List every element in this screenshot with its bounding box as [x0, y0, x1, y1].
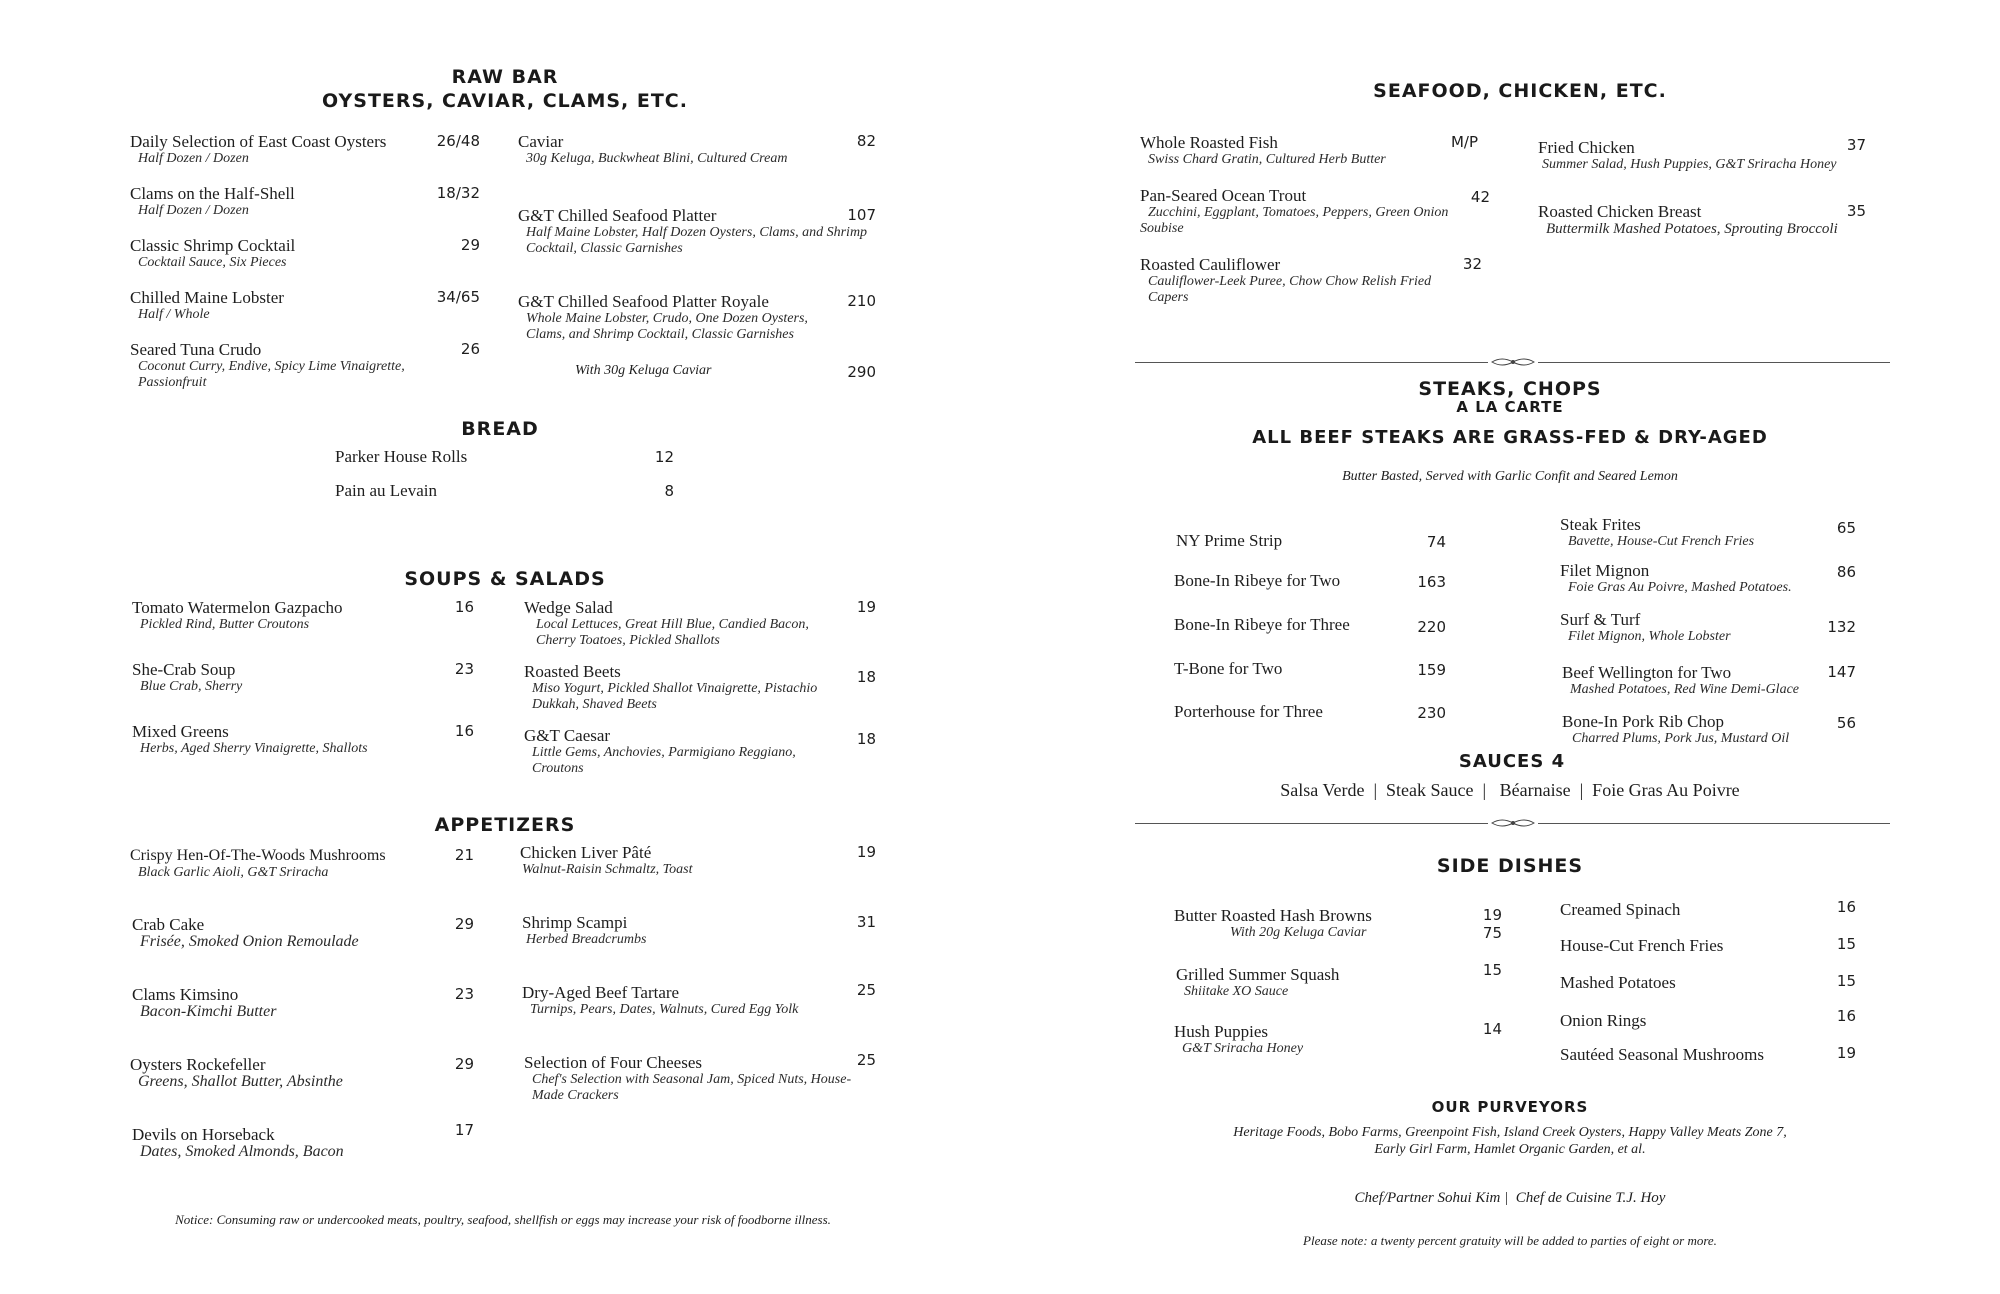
bread-item-price: 12 — [654, 448, 674, 466]
sides-title: SIDE DISHES — [1436, 855, 1584, 877]
side-item-price: 16 — [1836, 1007, 1856, 1025]
side-item-name: House-Cut French Fries — [1560, 936, 1724, 955]
menu-item: Whole Roasted Fish Swiss Chard Gratin, Cultured Herb Butter M/P — [1140, 133, 1478, 167]
menu-item: Pan-Seared Ocean Trout Zucchini, Eggplant, Tomatoes, Peppers, Green Onion Soubise 42 — [1140, 186, 1490, 236]
raw-bar-subtitle: OYSTERS, CAVIAR, CLAMS, ETC. — [322, 90, 688, 112]
steaks-subtitle: A LA CARTE — [1456, 398, 1564, 416]
menu-item: Clams on the Half-Shell Half Dozen / Dozen 18/32 — [130, 184, 480, 218]
soups-salads-title: SOUPS & SALADS — [404, 568, 606, 590]
notice: Notice: Consuming raw or undercooked meats, poultry, seafood, shellfish or eggs may increase your risk of foodborne illness. — [175, 1212, 831, 1227]
menu-item: Shrimp Scampi Herbed Breadcrumbs 31 — [522, 913, 876, 947]
menu-item: Roasted Beets Miso Yogurt, Pickled Shallot Vinaigrette, Pistachio Dukkah, Shaved Beets 18 — [524, 662, 876, 712]
menu-item: Mixed Greens Herbs, Aged Sherry Vinaigrette, Shallots 16 — [132, 722, 474, 756]
side-item-name: Onion Rings — [1560, 1011, 1647, 1030]
purveyors-line-2: Early Girl Farm, Hamlet Organic Garden, et al. — [1374, 1142, 1646, 1157]
steak-item-price: 159 — [1417, 661, 1446, 679]
menu-item: G&T Caesar Little Gems, Anchovies, Parmigiano Reggiano, Croutons 18 — [524, 726, 876, 776]
menu-item: Oysters Rockefeller Greens, Shallot Butter, Absinthe 29 — [130, 1055, 474, 1090]
menu-item: Clams Kimsino Bacon-Kimchi Butter 23 — [132, 985, 474, 1020]
menu-item: Daily Selection of East Coast Oysters Half Dozen / Dozen 26/48 — [130, 132, 480, 166]
steak-item-price: 74 — [1426, 533, 1446, 551]
menu-item: Steak Frites Bavette, House-Cut French Fries 65 — [1560, 515, 1856, 549]
royale-addon-desc: With 30g Keluga Caviar — [575, 363, 712, 378]
menu-item: Filet Mignon Foie Gras Au Poivre, Mashed Potatoes. 86 — [1560, 561, 1856, 595]
appetizers-title: APPETIZERS — [434, 814, 576, 836]
menu-item: Seared Tuna Crudo Coconut Curry, Endive, Spicy Lime Vinaigrette, Passionfruit 26 — [130, 340, 480, 390]
side-item-price: 15 — [1836, 935, 1856, 953]
side-item-price: 16 — [1836, 898, 1856, 916]
steak-item-name: NY Prime Strip — [1176, 531, 1283, 550]
steak-item-name: Bone-In Ribeye for Two — [1174, 571, 1341, 590]
divider-ornament-icon — [1488, 355, 1538, 369]
menu-item: Chilled Maine Lobster Half / Whole 34/65 — [130, 288, 480, 322]
menu-item: G&T Chilled Seafood Platter Half Maine Lobster, Half Dozen Oysters, Clams, and Shrimp Cocktail, Classic Garnishes 107 — [518, 206, 876, 256]
menu-item: Devils on Horseback Dates, Smoked Almonds, Bacon 17 — [132, 1121, 474, 1160]
side-item-price: 15 — [1836, 972, 1856, 990]
steak-item-price: 220 — [1417, 618, 1446, 636]
menu-item: Grilled Summer Squash Shiitake XO Sauce 15 — [1176, 961, 1502, 999]
menu-item: Wedge Salad Local Lettuces, Great Hill Blue, Candied Bacon, Cherry Toatoes, Pickled Shallots 19 — [524, 598, 876, 648]
menu-item: Selection of Four Cheeses Chef's Selection with Seasonal Jam, Spiced Nuts, House-Made Crackers 25 — [524, 1051, 876, 1103]
menu-item: Caviar 30g Keluga, Buckwheat Blini, Cultured Cream 82 — [518, 132, 876, 166]
side-item-name: Mashed Potatoes — [1560, 973, 1676, 992]
sauces-list: Salsa Verde | Steak Sauce | Béarnaise | Foie Gras Au Poivre — [1280, 780, 1740, 800]
menu-item: Dry-Aged Beef Tartare Turnips, Pears, Dates, Walnuts, Cured Egg Yolk 25 — [522, 981, 876, 1017]
menu-item: She-Crab Soup Blue Crab, Sherry 23 — [132, 660, 474, 694]
bread-item-name: Pain au Levain — [335, 481, 437, 500]
side-item-name: Creamed Spinach — [1560, 900, 1681, 919]
steaks-title: STEAKS, CHOPS — [1418, 378, 1602, 400]
menu-item: Bone-In Pork Rib Chop Charred Plums, Pork Jus, Mustard Oil 56 — [1562, 712, 1856, 746]
menu-item: Crispy Hen-Of-The-Woods Mushrooms Black Garlic Aioli, G&T Sriracha 21 — [130, 846, 474, 880]
steak-item-price: 230 — [1417, 704, 1446, 722]
purveyors-title: OUR PURVEYORS — [1431, 1098, 1589, 1116]
steak-item-price: 163 — [1417, 573, 1446, 591]
chefs-credit: Chef/Partner Sohui Kim | Chef de Cuisine T.J. Hoy — [1354, 1190, 1666, 1206]
menu-item: Beef Wellington for Two Mashed Potatoes, Red Wine Demi-Glace 147 — [1562, 663, 1856, 697]
menu-item: Roasted Cauliflower Cauliflower-Leek Puree, Chow Chow Relish Fried Capers 32 — [1140, 255, 1482, 305]
menu-item: Crab Cake Frisée, Smoked Onion Remoulade 29 — [132, 915, 474, 950]
menu-item: Roasted Chicken Breast Buttermilk Mashed Potatoes, Sprouting Broccoli 35 — [1538, 202, 1866, 237]
gratuity-note: Please note: a twenty percent gratuity will be added to parties of eight or more. — [1303, 1233, 1717, 1248]
raw-bar-title: RAW BAR — [451, 66, 559, 88]
divider-ornament-icon — [1488, 816, 1538, 830]
bread-item-price: 8 — [664, 482, 674, 500]
royale-addon-price: 290 — [847, 363, 876, 381]
menu-item: G&T Chilled Seafood Platter Royale Whole Maine Lobster, Crudo, One Dozen Oysters, Clams, and Shrimp Cocktail, Classic Garnishes 210 — [518, 292, 876, 342]
menu-item: Butter Roasted Hash Browns With 20g Keluga Caviar 19 75 — [1174, 906, 1502, 942]
menu-item: Hush Puppies G&T Sriracha Honey 14 — [1174, 1020, 1502, 1056]
menu-item: Classic Shrimp Cocktail Cocktail Sauce, Six Pieces 29 — [130, 236, 480, 270]
menu-item: Chicken Liver Pâté Walnut-Raisin Schmaltz, Toast 19 — [520, 843, 876, 877]
menu-item: Fried Chicken Summer Salad, Hush Puppies, G&T Sriracha Honey 37 — [1538, 136, 1866, 172]
steaks-headline: ALL BEEF STEAKS ARE GRASS-FED & DRY-AGED — [1252, 427, 1768, 448]
bread-item-name: Parker House Rolls — [335, 447, 468, 466]
bread-title: BREAD — [461, 418, 539, 440]
steak-item-name: T-Bone for Two — [1174, 659, 1283, 678]
seafood-title: SEAFOOD, CHICKEN, ETC. — [1373, 80, 1667, 102]
purveyors-line-1: Heritage Foods, Bobo Farms, Greenpoint Fish, Island Creek Oysters, Happy Valley Meats Zone 7, — [1233, 1125, 1787, 1140]
steaks-tagline: Butter Basted, Served with Garlic Confit and Seared Lemon — [1342, 469, 1678, 484]
steak-item-name: Bone-In Ribeye for Three — [1174, 615, 1350, 634]
side-item-name: Sautéed Seasonal Mushrooms — [1560, 1045, 1764, 1064]
menu-item: Tomato Watermelon Gazpacho Pickled Rind, Butter Croutons 16 — [132, 598, 474, 632]
steak-item-name: Porterhouse for Three — [1174, 702, 1323, 721]
side-item-price: 19 — [1836, 1044, 1856, 1062]
menu-item: Surf & Turf Filet Mignon, Whole Lobster 132 — [1560, 610, 1856, 644]
sauces-title: SAUCES 4 — [1458, 751, 1566, 772]
